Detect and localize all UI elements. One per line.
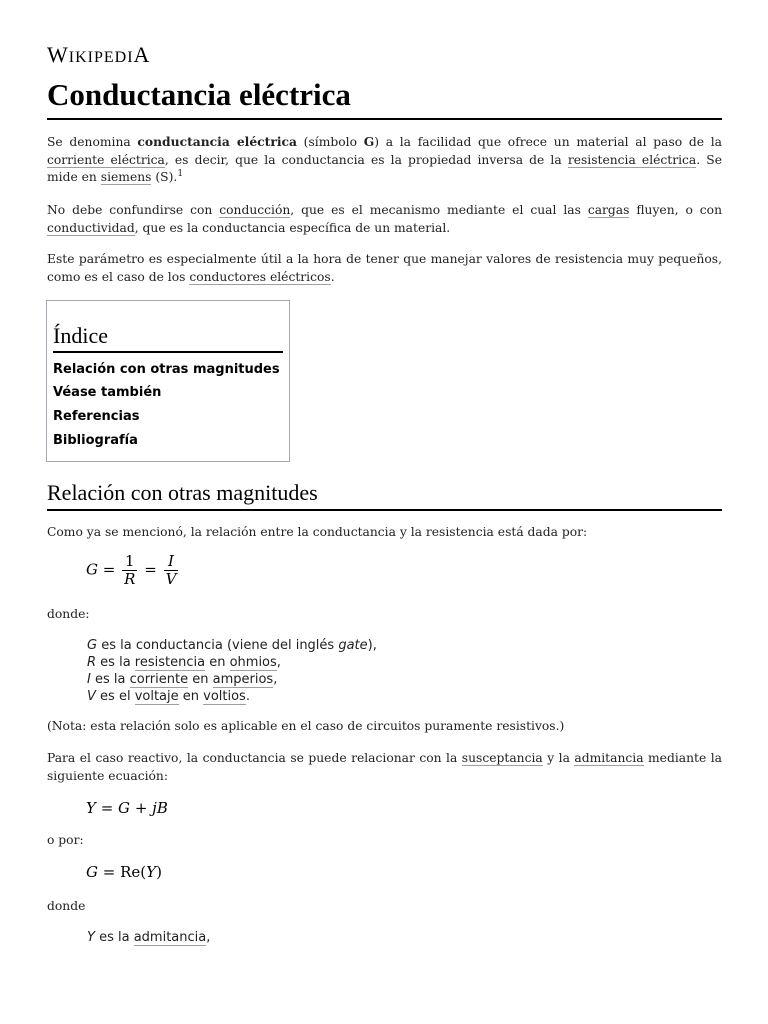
page-title: Conductancia eléctrica xyxy=(47,76,722,120)
toc-title: Índice xyxy=(53,323,283,353)
link-corriente[interactable]: corriente xyxy=(129,672,189,687)
o-por-label: o por: xyxy=(47,833,84,847)
toc-item-bibliografia[interactable]: Bibliografía xyxy=(53,433,138,448)
link-admitancia[interactable]: admitancia xyxy=(574,751,644,765)
equation-admittance: Y = G + jB xyxy=(86,799,168,817)
intro-paragraph-1: Se denomina conductancia eléctrica (símbolo G) a la facilidad que ofrece un material al paso de la corriente eléctrica, es decir, que la conductancia es la propiedad inversa de la resistencia eléctrica. Se mide en siemens (S).$^1$ xyxy=(47,134,723,184)
definition-v: V es el voltaje en voltios. xyxy=(87,689,250,704)
definition-g: G es la conductancia (viene del inglés gate), xyxy=(87,638,377,653)
link-ohmios[interactable]: ohmios xyxy=(229,655,277,670)
link-conductores-electricos[interactable]: conductores eléctricos xyxy=(189,269,331,284)
intro-paragraph-2: No debe confundirse con conducción, que es el mecanismo mediante el cual las cargas fluyen, o con conductividad, que es la conductancia específica de un material. xyxy=(47,203,722,235)
link-admitancia-2[interactable]: admitancia xyxy=(133,930,207,945)
intro-paragraph-3: Este parámetro es especialmente útil a la hora de tener que manejar valores de resistencia muy pequeños, como es el caso de los conductores eléctricos. xyxy=(47,252,722,284)
link-voltaje[interactable]: voltaje xyxy=(134,689,179,704)
link-conduccion[interactable]: conducción xyxy=(219,203,291,217)
section-paragraph-1: Como ya se mencionó, la relación entre la conductancia y la resistencia está dada por: xyxy=(47,525,588,539)
link-amperios[interactable]: amperios xyxy=(212,672,274,687)
toc-item-relacion[interactable]: Relación con otras magnitudes xyxy=(53,362,280,377)
link-conductividad[interactable]: conductividad xyxy=(47,220,135,235)
definition-r: R es la resistencia en ohmios, xyxy=(87,655,281,670)
toc-item-referencias[interactable]: Referencias xyxy=(53,409,140,424)
equation-conductance-resistance: G = $\frac{1}{R}$ = $\frac{I}{V}$ xyxy=(86,552,177,588)
equation-real-part: G = Re(Y) xyxy=(86,863,162,881)
note-paragraph: (Nota: esta relación solo es aplicable en el caso de circuitos puramente resistivos.) xyxy=(47,719,565,733)
toc-item-vease-tambien[interactable]: Véase también xyxy=(53,385,162,400)
link-corriente-electrica[interactable]: corriente eléctrica xyxy=(47,152,165,167)
link-susceptancia[interactable]: susceptancia xyxy=(461,751,543,765)
donde-label-2: donde xyxy=(47,899,86,913)
table-of-contents xyxy=(46,300,290,462)
donde-label-1: donde: xyxy=(47,607,90,621)
definition-i: I es la corriente en amperios, xyxy=(87,672,278,687)
link-resistencia-electrica[interactable]: resistencia eléctrica xyxy=(567,152,697,167)
link-resistencia[interactable]: resistencia xyxy=(134,655,206,670)
wikipedia-logo[interactable]: WIKIPEDIA xyxy=(47,42,151,67)
link-voltios[interactable]: voltios xyxy=(203,689,246,704)
section-heading-relacion: Relación con otras magnitudes xyxy=(47,480,722,511)
section-paragraph-2: Para el caso reactivo, la conductancia se puede relacionar con la susceptancia y la admitancia mediante la siguiente ecuación: xyxy=(47,751,722,783)
link-cargas[interactable]: cargas xyxy=(587,203,630,217)
definition-y: Y es la admitancia, xyxy=(87,930,211,945)
definition-list xyxy=(87,637,687,705)
link-siemens[interactable]: siemens xyxy=(100,170,152,184)
reference-1[interactable]: 1 xyxy=(177,168,184,179)
